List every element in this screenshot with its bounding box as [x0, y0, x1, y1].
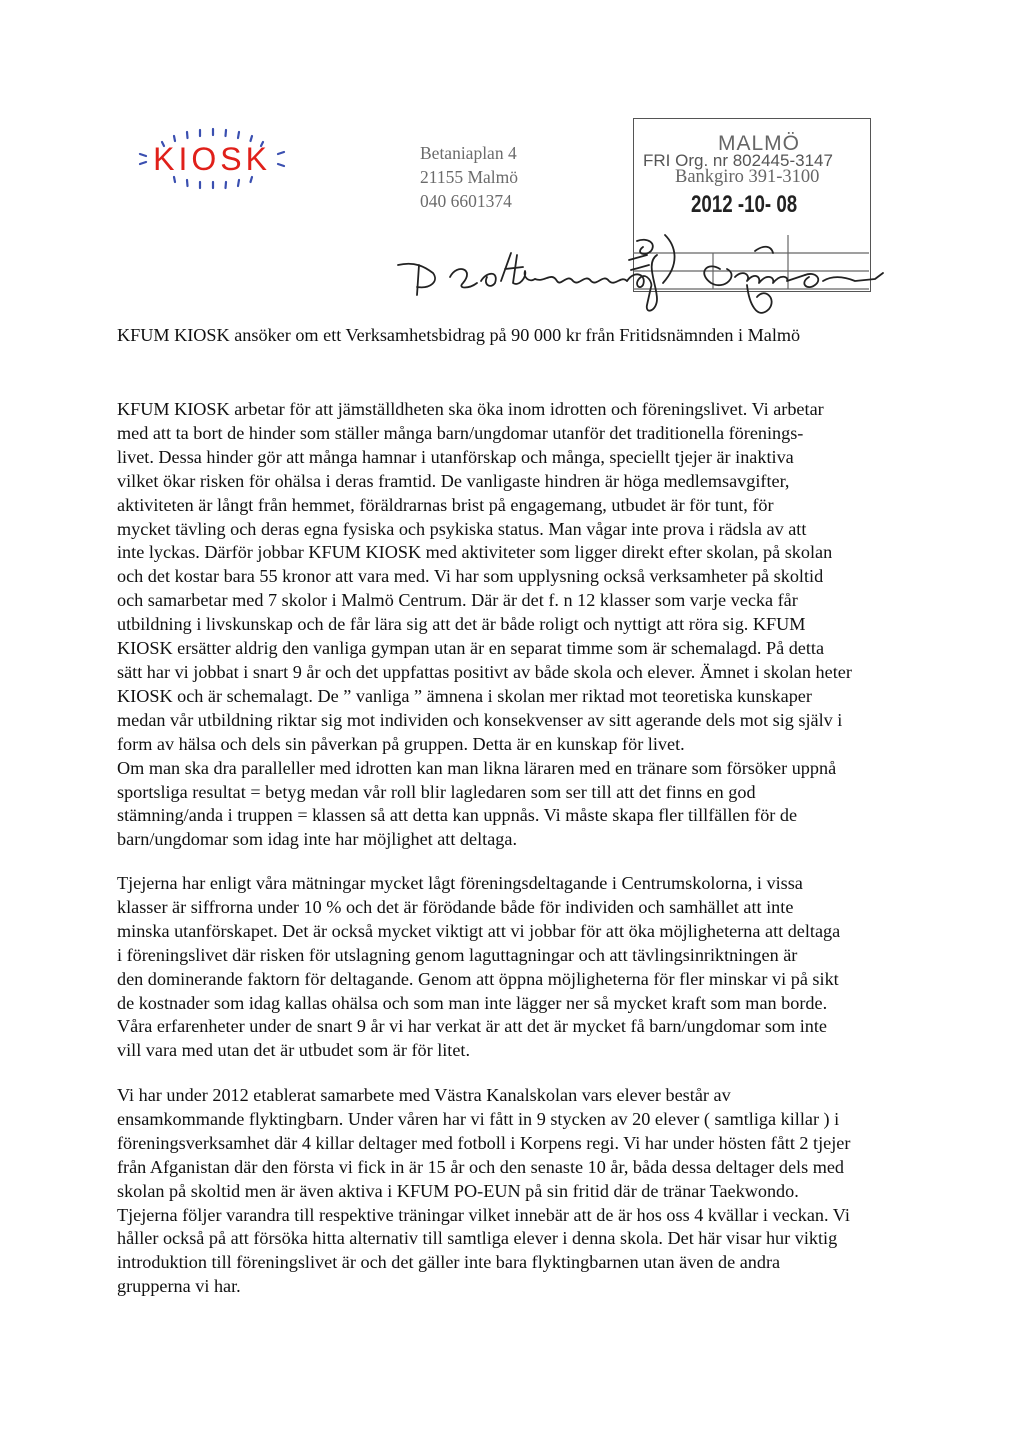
- text-line: den dominerande faktorn för deltagande. Genom att öppna möjligheterna för fler minskar vi på sikt: [117, 968, 839, 989]
- text-line: KFUM KIOSK arbetar för att jämställdheten ska öka inom idrotten och föreningslivet. Vi arbetar: [117, 399, 824, 419]
- text-line: aktiviteten är långt från hemmet, föräldrarnas brist på engagemang, utbudet är för tunt, för: [117, 494, 774, 515]
- text-line: klasser är siffrorna under 10 % och det är förödande både för individen och samhället att inte: [117, 896, 794, 917]
- text-line: minska utanförskapet. Det är också mycket viktigt att vi jobbar för att öka möjligheterna att deltaga: [117, 920, 841, 941]
- stamp-city: MALMÖ: [718, 132, 801, 155]
- text-line: Om man ska dra paralleller med idrotten kan man likna läraren med en tränare som försöker uppnå: [117, 757, 837, 778]
- text-line: inte lyckas. Därför jobbar KFUM KIOSK med aktiviteter som ligger direkt efter skolan, på skolan: [117, 542, 833, 563]
- text-line: vill vara med utan det är utbudet som är för litet.: [117, 1040, 471, 1061]
- stamp-org-number: FRI Org. nr 802445-3147: [643, 151, 833, 170]
- text-line: Tjejerna har enligt våra mätningar mycket lågt föreningsdeltagande i Centrumskolorna, i vissa: [117, 873, 803, 893]
- text-line: de kostnader som idag kallas ohälsa och som man inte lägger ner så mycket kraft som man borde.: [117, 992, 828, 1013]
- sender-address: [420, 141, 518, 213]
- stamp-bankgiro: Bankgiro 391-3100: [675, 167, 820, 187]
- text-line: stämning/anda i truppen = klassen så att detta kan uppnås. Vi måste skapa fler tillfällen för de: [117, 805, 798, 826]
- text-line: skolan på skoltid men är även aktiva i KFUM PO-EUN på sin fritid där de tränar Taekwondo.: [117, 1180, 799, 1201]
- text-line: ensamkommande flyktingbarn. Under våren har vi fått in 9 stycken av 20 elever ( samtliga killar ) i: [117, 1108, 840, 1129]
- text-line: och det kostar bara 55 kronor att vara med. Vi har som upplysning också verksamheter på skoltid: [117, 566, 824, 587]
- text-line: sportsliga resultat = betyg medan vår roll blir lagledaren som ser till att det finns en god: [117, 781, 756, 802]
- text-line: KIOSK och är schemalagt. De ” vanliga ” ämnena i skolan mer riktad mot teoretiska kunskaper: [117, 685, 812, 706]
- application-heading: KFUM KIOSK ansöker om ett Verksamhetsbidrag på 90 000 kr från Fritidsnämnden i Malmö: [117, 325, 801, 345]
- handwritten-signature: [395, 225, 915, 325]
- text-line: från Afganistan där den första vi fick in är 15 år och den senaste 10 år, båda dessa deltager dels med: [117, 1156, 845, 1177]
- paragraph-2: [117, 872, 967, 1063]
- address-street: Betaniaplan 4: [420, 143, 517, 163]
- text-line: föreningsverksamhet där 4 killar deltager med fotboll i Korpens regi. Vi har under hösten fått 2 tjejer: [117, 1132, 851, 1153]
- text-line: i föreningslivet där risken för utslagning genom laguttagningar och att tävlingsinriktningen är: [117, 944, 798, 965]
- text-line: KIOSK ersätter aldrig den vanliga gympan utan är en separat timme som är schemalagd. På detta: [117, 638, 825, 659]
- text-line: Vi har under 2012 etablerat samarbete med Västra Kanalskolan vars elever består av: [117, 1085, 731, 1105]
- text-line: grupperna vi har.: [117, 1276, 241, 1297]
- text-line: och samarbetar med 7 skolor i Malmö Centrum. Där är det f. n 12 klasser som varje vecka får: [117, 590, 798, 611]
- text-line: livet. Dessa hinder gör att många hamnar i utanförskap och många, speciellt tjejer är inaktiva: [117, 446, 794, 467]
- text-line: Tjejerna följer varandra till respektive träningar vilket innebär att de är hos oss 4 kvällar i veckan. Vi: [117, 1204, 850, 1225]
- address-phone: 040 6601374: [420, 191, 512, 211]
- text-line: utbildning i livskunskap och de får lära sig att det är både roligt och nyttigt att röra sig. KFUM: [117, 614, 806, 635]
- stamp-date: 2012 -10- 08: [691, 191, 798, 218]
- text-line: sätt har vi jobbat i snart 9 år och det uppfattas positivt av både skola och elever. Ämnet i skolan heter: [117, 661, 852, 682]
- text-line: med att ta bort de hinder som ställer många barn/ungdomar utanför det traditionella förenings-: [117, 422, 804, 443]
- text-line: barn/ungdomar som idag inte har möjlighet att deltaga.: [117, 829, 518, 850]
- address-city: 21155 Malmö: [420, 167, 519, 187]
- kiosk-logo: [122, 124, 302, 194]
- text-line: vilket ökar risken för ohälsa i deras framtid. De vanligaste hindren är höga medlemsavgifter,: [117, 470, 790, 491]
- logo-text: KIOSK: [153, 141, 271, 177]
- paragraph-1: [117, 398, 967, 852]
- text-line: mycket tävling och deras egna fysiska och psykiska status. Man vågar inte prova i rädsla av att: [117, 518, 807, 539]
- text-line: Våra erfarenheter under de snart 9 år vi har verkat är att det är mycket få barn/ungdomar som inte: [117, 1016, 827, 1037]
- text-line: introduktion till föreningslivet är och det gäller inte bara flyktingbarnen utan även de andra: [117, 1252, 781, 1273]
- text-line: form av hälsa och dels sin påverkan på gruppen. Detta är en kunskap för livet.: [117, 733, 685, 754]
- paragraph-3: [117, 1084, 967, 1299]
- text-line: medan vår utbildning riktar sig mot individen och konsekvenser av sitt agerande dels mot sig själv i: [117, 709, 843, 730]
- text-line: håller också på att försöka hitta alternativ till samtliga elever i denna skola. Det här visar hur viktig: [117, 1228, 838, 1249]
